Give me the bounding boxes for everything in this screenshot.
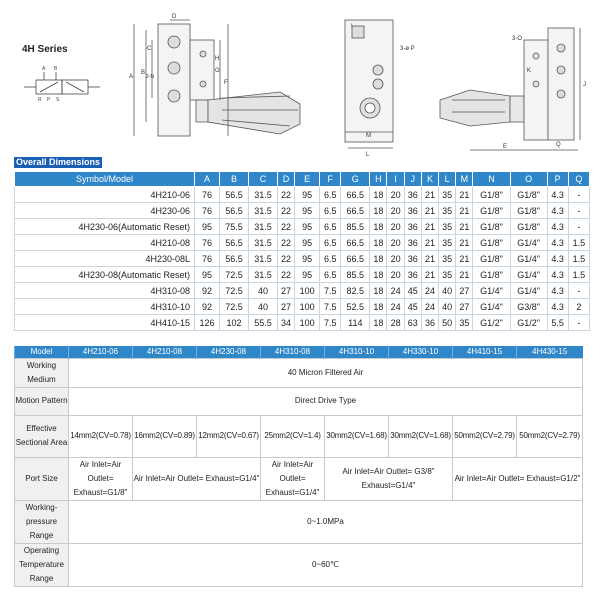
spec-value-working-pressure: 0~1.0MPa: [69, 500, 583, 543]
dimension-cell: 35: [456, 315, 473, 331]
dimension-cell: 24: [421, 283, 438, 299]
dimension-cell: 20: [387, 219, 404, 235]
spec-value-temperature: 0~60℃: [69, 543, 583, 586]
dimension-cell: G1/4": [473, 299, 510, 315]
dimension-cell: 75.5: [220, 219, 249, 235]
dim-label-2n: 2-N: [146, 74, 155, 80]
dims-header-f: F: [320, 172, 341, 187]
dimension-cell: 66.5: [341, 187, 370, 203]
dimension-cell: 66.5: [341, 203, 370, 219]
dimension-cell: 95: [295, 187, 320, 203]
dimensions-body: [15, 187, 590, 331]
dimension-cell: 20: [387, 203, 404, 219]
dimension-cell: 114: [341, 315, 370, 331]
dimension-cell: 4.3: [547, 299, 568, 315]
dimension-cell: 52.5: [341, 299, 370, 315]
dim-label-3o: 3-O: [512, 36, 523, 42]
dimension-cell: G1/8": [473, 235, 510, 251]
dimension-cell: 20: [387, 235, 404, 251]
dimension-cell: 92: [195, 299, 220, 315]
dimension-cell: 55.5: [249, 315, 278, 331]
model-cell: 4H210-08: [15, 235, 195, 251]
dimension-cell: G1/8": [510, 187, 547, 203]
spec-sectional-area-cell: 25mm2(CV=1.4): [261, 415, 325, 457]
dimension-cell: 56.5: [220, 187, 249, 203]
spec-header-4h210-06: 4H210-06: [69, 346, 133, 358]
dimension-cell: 7.5: [320, 315, 341, 331]
dim-label-e: E: [503, 144, 508, 150]
dimension-cell: -: [568, 187, 589, 203]
series-title: 4H Series: [22, 44, 68, 55]
dimension-cell: 45: [404, 283, 421, 299]
dimension-cell: 6.5: [320, 219, 341, 235]
dims-header-a: A: [195, 172, 220, 187]
dimension-cell: 4.3: [547, 267, 568, 283]
dim-label-a: A: [129, 74, 134, 80]
dimension-cell: 82.5: [341, 283, 370, 299]
dimension-cell: 18: [370, 299, 387, 315]
dimension-cell: 21: [421, 203, 438, 219]
dimension-cell: 95: [195, 219, 220, 235]
dimension-cell: 27: [456, 283, 473, 299]
dimension-cell: 95: [195, 267, 220, 283]
dimension-cell: 36: [404, 235, 421, 251]
dim-label-3p: 3-ø P: [400, 46, 415, 52]
dim-label-d: D: [172, 14, 177, 20]
dimensions-header-row: [15, 172, 590, 187]
dimension-cell: 95: [295, 235, 320, 251]
dimension-cell: 21: [421, 235, 438, 251]
table-row: [15, 267, 590, 283]
dimension-cell: 21: [456, 267, 473, 283]
dimension-cell: 31.5: [249, 187, 278, 203]
dimension-cell: 95: [295, 219, 320, 235]
model-cell: 4H210-06: [15, 187, 195, 203]
spec-header-4h230-08: 4H230-08: [197, 346, 261, 358]
model-cell: 4H230-06: [15, 203, 195, 219]
dims-header-g: G: [341, 172, 370, 187]
dimension-cell: 92: [195, 283, 220, 299]
dims-header-l: L: [439, 172, 456, 187]
dim-label-h: H: [215, 56, 220, 62]
spec-port-size-cell: Air Inlet=Air Outlet= Exhaust=G1/4": [261, 457, 325, 500]
dim-label-i: I: [351, 24, 353, 30]
model-cell: 4H230-08L: [15, 251, 195, 267]
spec-header-4h330-10: 4H330-10: [389, 346, 453, 358]
dims-header-j: J: [404, 172, 421, 187]
dimension-cell: 36: [404, 267, 421, 283]
dimension-cell: -: [568, 219, 589, 235]
dimension-cell: 1.5: [568, 235, 589, 251]
dimension-cell: 66.5: [341, 251, 370, 267]
front-view: [134, 20, 300, 136]
dimension-cell: G1/2": [473, 315, 510, 331]
dimension-cell: 72.5: [220, 299, 249, 315]
symbol-label-b: B: [54, 66, 58, 72]
spec-row-motion-pattern: [15, 387, 583, 415]
dimension-cell: 50: [439, 315, 456, 331]
dimension-cell: G3/8": [510, 299, 547, 315]
dims-header-c: C: [249, 172, 278, 187]
dim-label-k: K: [527, 68, 532, 74]
dimension-cell: 6.5: [320, 235, 341, 251]
dimension-cell: G1/8": [473, 219, 510, 235]
dimension-cell: 36: [404, 219, 421, 235]
spec-port-size-cell: Air Inlet=Air Outlet= Exhaust=G1/4": [133, 457, 261, 500]
dimension-cell: G1/4": [510, 267, 547, 283]
dimension-cell: 6.5: [320, 187, 341, 203]
dimension-cell: 35: [439, 187, 456, 203]
dimension-cell: 100: [295, 315, 320, 331]
spec-row-working-medium: [15, 358, 583, 387]
dimension-cell: 66.5: [341, 235, 370, 251]
dimension-cell: 24: [387, 283, 404, 299]
dimension-cell: 21: [421, 219, 438, 235]
dimension-cell: 22: [277, 187, 294, 203]
dimension-cell: 4.3: [547, 203, 568, 219]
dimension-cell: 76: [195, 235, 220, 251]
dimension-cell: 76: [195, 203, 220, 219]
dimension-cell: 27: [456, 299, 473, 315]
dim-label-g: G: [215, 68, 220, 74]
dimension-cell: 31.5: [249, 203, 278, 219]
dimension-cell: 56.5: [220, 251, 249, 267]
spec-sectional-area-cell: 16mm2(CV=0.89): [133, 415, 197, 457]
dimension-cell: 95: [295, 203, 320, 219]
dimension-cell: 40: [249, 299, 278, 315]
dimension-cell: 40: [439, 299, 456, 315]
dims-header-p: P: [547, 172, 568, 187]
dimension-cell: G1/4": [510, 251, 547, 267]
dimension-cell: 35: [439, 267, 456, 283]
dimension-cell: 20: [387, 251, 404, 267]
dimension-cell: 100: [295, 299, 320, 315]
spec-label-working-medium: Working Medium: [15, 358, 69, 387]
dimension-cell: 18: [370, 251, 387, 267]
dimension-cell: G1/8": [473, 267, 510, 283]
dimension-cell: 35: [439, 219, 456, 235]
dimension-cell: 35: [439, 203, 456, 219]
dimension-cell: 21: [456, 251, 473, 267]
dimension-cell: 4.3: [547, 219, 568, 235]
dimension-cell: 20: [387, 267, 404, 283]
spec-header-model: Model: [15, 346, 69, 358]
dimension-cell: 56.5: [220, 203, 249, 219]
model-cell: 4H230-08(Automatic Reset): [15, 267, 195, 283]
dimension-cell: 102: [220, 315, 249, 331]
spec-header-4h430-15: 4H430-15: [517, 346, 583, 358]
model-cell: 4H230-06(Automatic Reset): [15, 219, 195, 235]
bottom-view: [440, 28, 580, 150]
dimension-cell: 76: [195, 187, 220, 203]
table-row: [15, 187, 590, 203]
spec-sectional-area-cell: 50mm2(CV=2.79): [453, 415, 517, 457]
dimension-cell: 27: [277, 283, 294, 299]
dim-label-l: L: [366, 152, 370, 158]
dimension-cell: G1/8": [473, 251, 510, 267]
spec-sectional-area-cell: 30mm2(CV=1.68): [325, 415, 389, 457]
dimension-cell: 31.5: [249, 251, 278, 267]
dimension-cell: 63: [404, 315, 421, 331]
dimension-cell: 18: [370, 267, 387, 283]
dimension-cell: 36: [404, 203, 421, 219]
dimension-cell: 21: [421, 187, 438, 203]
dims-header-k: K: [421, 172, 438, 187]
dims-header-e: E: [295, 172, 320, 187]
dimension-cell: 1.5: [568, 267, 589, 283]
valve-symbol: [24, 72, 100, 94]
dimension-cell: 21: [456, 235, 473, 251]
dimension-cell: 76: [195, 251, 220, 267]
dimension-cell: 21: [421, 251, 438, 267]
dimension-cell: 22: [277, 235, 294, 251]
dimension-cell: 6.5: [320, 203, 341, 219]
dimension-cell: 72.5: [220, 283, 249, 299]
dims-header-d: D: [277, 172, 294, 187]
spec-header-4h410-15: 4H410-15: [453, 346, 517, 358]
dimension-cell: 18: [370, 235, 387, 251]
symbol-label-a: A: [42, 66, 46, 72]
symbol-label-p: P: [47, 97, 51, 103]
dimension-cell: G1/8": [473, 187, 510, 203]
dim-label-j: J: [583, 82, 586, 88]
spec-label-temperature: Operating Temperature Range: [15, 543, 69, 586]
table-row: [15, 251, 590, 267]
model-cell: 4H310-08: [15, 283, 195, 299]
dimension-cell: 22: [277, 267, 294, 283]
table-row: [15, 283, 590, 299]
spec-label-motion-pattern: Motion Pattern: [15, 387, 69, 415]
dims-header-b: B: [220, 172, 249, 187]
dimension-cell: 18: [370, 203, 387, 219]
dimension-cell: 24: [387, 299, 404, 315]
dimension-cell: 35: [439, 251, 456, 267]
dimension-cell: G1/8": [510, 219, 547, 235]
dimension-cell: G1/2": [510, 315, 547, 331]
dimension-cell: G1/4": [473, 283, 510, 299]
dimension-cell: G1/4": [510, 235, 547, 251]
spec-header-4h310-10: 4H310-10: [325, 346, 389, 358]
dimension-cell: 4.3: [547, 251, 568, 267]
dimension-cell: 21: [456, 187, 473, 203]
dimension-cell: 34: [277, 315, 294, 331]
model-cell: 4H310-10: [15, 299, 195, 315]
dimension-cell: 40: [249, 283, 278, 299]
dimension-cell: 7.5: [320, 283, 341, 299]
dimension-cell: 85.5: [341, 219, 370, 235]
dims-header-m: M: [456, 172, 473, 187]
overall-dimensions-title: Overall Dimensions: [16, 157, 101, 167]
symbol-label-s: S: [56, 97, 60, 103]
dim-label-q: Q: [556, 142, 561, 148]
spec-row-sectional-area: [15, 415, 583, 457]
spec-header-row: [15, 346, 583, 358]
dimension-cell: 31.5: [249, 267, 278, 283]
spec-row-port-size: [15, 457, 583, 500]
spec-label-port-size: Port Size: [15, 457, 69, 500]
spec-sectional-area-cell: 14mm2(CV=0.78): [69, 415, 133, 457]
dimension-cell: 35: [439, 235, 456, 251]
dim-label-b: B: [141, 70, 146, 76]
dims-header-n: N: [473, 172, 510, 187]
dimension-cell: 6.5: [320, 251, 341, 267]
table-row: [15, 235, 590, 251]
table-row: [15, 203, 590, 219]
dimension-cell: 22: [277, 219, 294, 235]
spec-port-size-cell: Air Inlet=Air Outlet= G3/8" Exhaust=G1/4": [325, 457, 453, 500]
spec-value-motion-pattern: Direct Drive Type: [69, 387, 583, 415]
dimension-cell: 18: [370, 283, 387, 299]
dimension-cell: 18: [370, 219, 387, 235]
dimension-cell: G1/8": [510, 203, 547, 219]
dimension-cell: 95: [295, 267, 320, 283]
dimension-cell: 40: [439, 283, 456, 299]
spec-header-4h310-08: 4H310-08: [261, 346, 325, 358]
dimension-cell: 20: [387, 187, 404, 203]
dimension-cell: 4.3: [547, 283, 568, 299]
technical-drawings: [0, 0, 600, 160]
spec-sectional-area-cell: 50mm2(CV=2.79): [517, 415, 583, 457]
spec-sectional-area-cell: 12mm2(CV=0.67): [197, 415, 261, 457]
dimension-cell: 126: [195, 315, 220, 331]
spec-label-sectional-area: Effective Sectional Area: [15, 415, 69, 457]
specifications-table: [14, 346, 583, 587]
symbol-label-r: R: [38, 97, 42, 103]
dimension-cell: 95: [295, 251, 320, 267]
dimension-cell: 72.5: [220, 267, 249, 283]
dimension-cell: G1/8": [473, 203, 510, 219]
spec-row-temperature: [15, 543, 583, 586]
dimension-cell: 31.5: [249, 219, 278, 235]
dim-label-f: F: [224, 80, 228, 86]
dims-header-q: Q: [568, 172, 589, 187]
dimension-cell: 6.5: [320, 267, 341, 283]
dimension-cell: -: [568, 203, 589, 219]
dimension-cell: 21: [456, 219, 473, 235]
table-row: [15, 299, 590, 315]
dimension-cell: 21: [421, 267, 438, 283]
dimension-cell: -: [568, 315, 589, 331]
dimension-cell: 4.3: [547, 235, 568, 251]
dimension-cell: 36: [404, 187, 421, 203]
dims-header-o: O: [510, 172, 547, 187]
side-view: [345, 20, 393, 148]
dimensions-table: [14, 171, 590, 331]
table-row: [15, 315, 590, 331]
dimension-cell: 18: [370, 187, 387, 203]
model-cell: 4H410-15: [15, 315, 195, 331]
spec-sectional-area-cell: 30mm2(CV=1.68): [389, 415, 453, 457]
dimension-cell: -: [568, 283, 589, 299]
dimension-cell: 100: [295, 283, 320, 299]
dimension-cell: 7.5: [320, 299, 341, 315]
dimension-cell: 36: [421, 315, 438, 331]
dims-header-i: I: [387, 172, 404, 187]
dimension-cell: 85.5: [341, 267, 370, 283]
dims-header-h: H: [370, 172, 387, 187]
dimension-cell: 2: [568, 299, 589, 315]
dimension-cell: 45: [404, 299, 421, 315]
dimension-cell: 5.5: [547, 315, 568, 331]
dimension-cell: 56.5: [220, 235, 249, 251]
dimension-cell: 18: [370, 315, 387, 331]
valve-drawings-svg: [0, 0, 600, 160]
dimension-cell: 36: [404, 251, 421, 267]
spec-value-working-medium: 40 Micron Filtered Air: [69, 358, 583, 387]
dimension-cell: 24: [421, 299, 438, 315]
dimension-cell: 22: [277, 203, 294, 219]
dim-label-c: C: [147, 46, 152, 52]
dimension-cell: 22: [277, 251, 294, 267]
dimension-cell: 27: [277, 299, 294, 315]
dims-header-model: Symbol/Model: [15, 172, 195, 187]
spec-port-size-cell: Air Inlet=Air Outlet= Exhaust=G1/8": [69, 457, 133, 500]
dimension-cell: 28: [387, 315, 404, 331]
table-row: [15, 219, 590, 235]
dimension-cell: G1/4": [510, 283, 547, 299]
spec-port-size-cell: Air Inlet=Air Outlet= Exhaust=G1/2": [453, 457, 583, 500]
dimension-cell: 1.5: [568, 251, 589, 267]
dimension-cell: 21: [456, 203, 473, 219]
spec-row-working-pressure: [15, 500, 583, 543]
dim-label-m: M: [366, 133, 371, 139]
dimension-cell: 31.5: [249, 235, 278, 251]
spec-header-4h210-08: 4H210-08: [133, 346, 197, 358]
spec-label-working-pressure: Working-pressure Range: [15, 500, 69, 543]
dimension-cell: 4.3: [547, 187, 568, 203]
